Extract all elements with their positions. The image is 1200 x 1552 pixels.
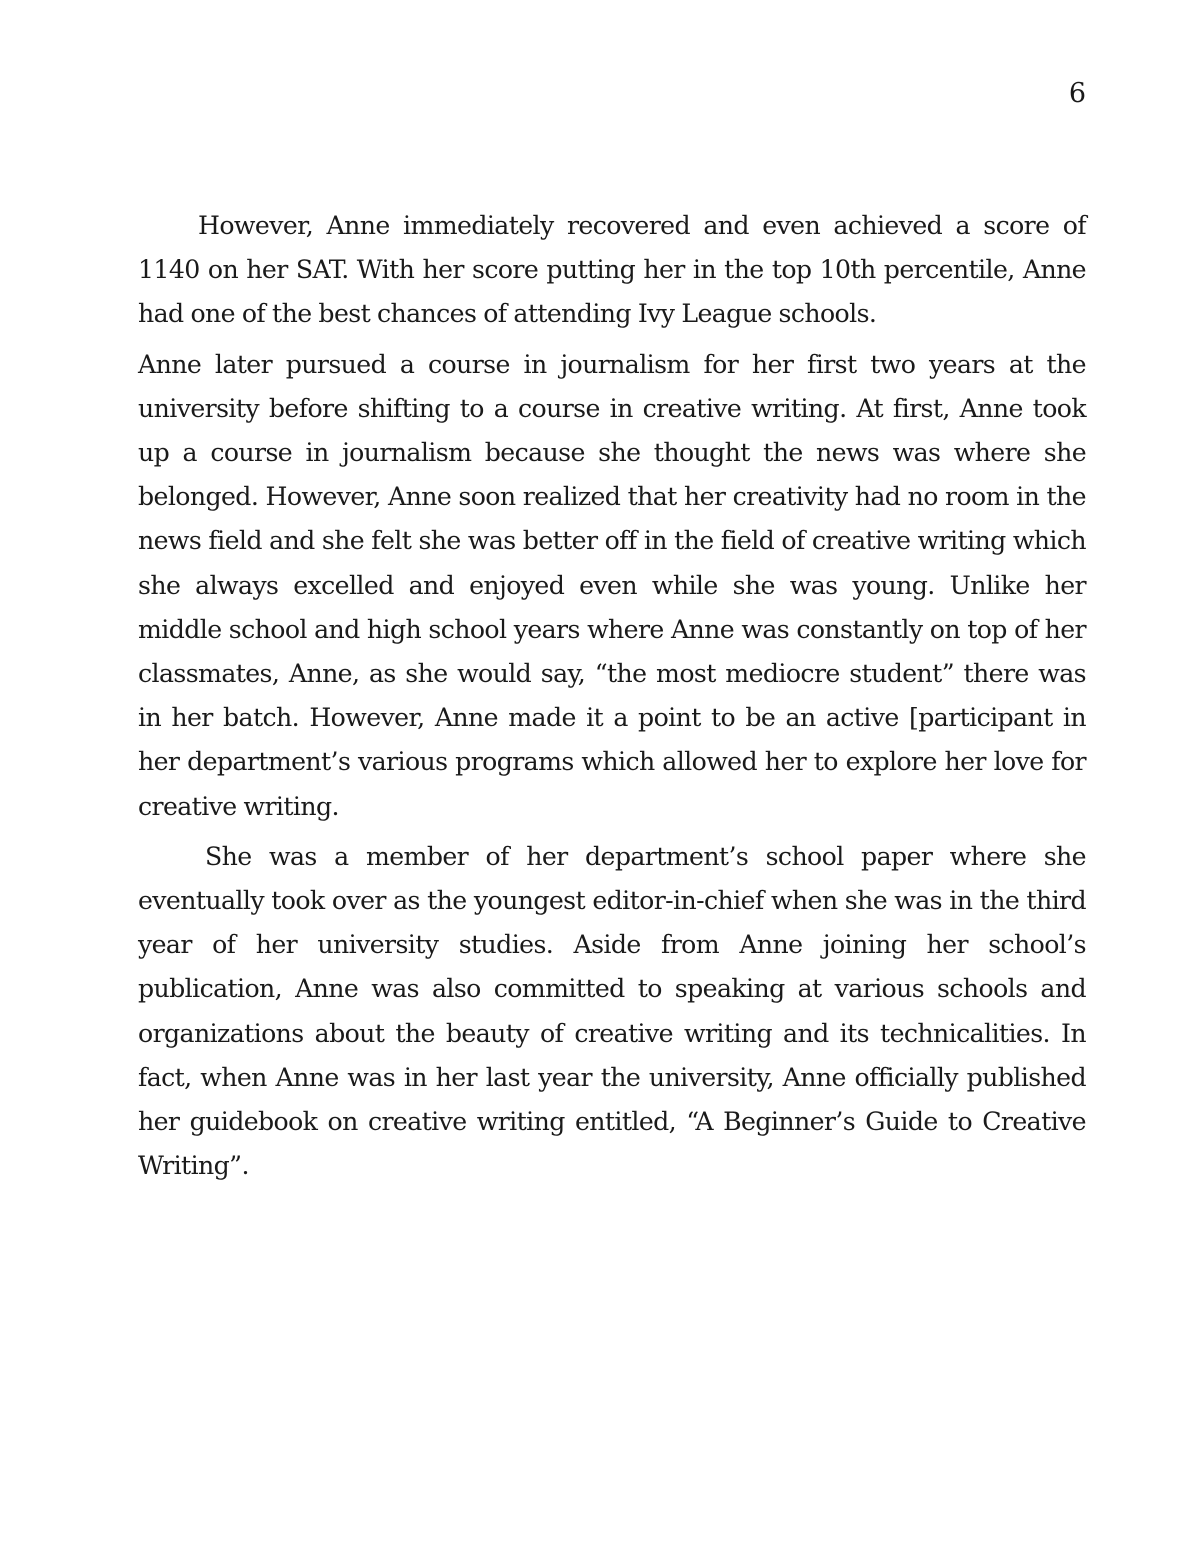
paragraph-university-course: Anne later pursued a course in journalism for her first two years at the university before shifting to a course in creative writing. At first, Anne took up a course in journalism because she thought the news was where she belonged. However, Anne soon realized that her creativity had no room in the news field and she felt she was better off in the field of creative writing which she always excelled and enjoyed even while she was young. Unlike her middle school and high school years where Anne was constantly on top of her classmates, Anne, as she would say, “the most mediocre student” there was in her batch. However, Anne made it a point to be an active [participant in her department’s various programs which allowed her to explore her love for creative writing. — [138, 349, 1086, 821]
paragraph-sat-score: However, Anne immediately recovered and even achieved a score of 1140 on her SAT. With her score putting her in the top 10th percentile, Anne had one of the best chances of attending Ivy League schools. — [138, 211, 1086, 329]
paragraph-school-paper: She was a member of her department’s school paper where she eventually took over as the youngest editor-in-chief when she was in the third year of her university studies. Aside from Anne joining her school’s publication, Anne was also committed to speaking at various schools and organizations about the beauty of creative writing and its technicalities. In fact, when Anne was in her last year the university, Anne officially published her guidebook on creative writing entitled, “A Beginner’s Guide to Creative Writing”. — [138, 841, 1086, 1181]
page-number: 6 — [1068, 78, 1086, 109]
body-text — [138, 204, 1086, 1194]
